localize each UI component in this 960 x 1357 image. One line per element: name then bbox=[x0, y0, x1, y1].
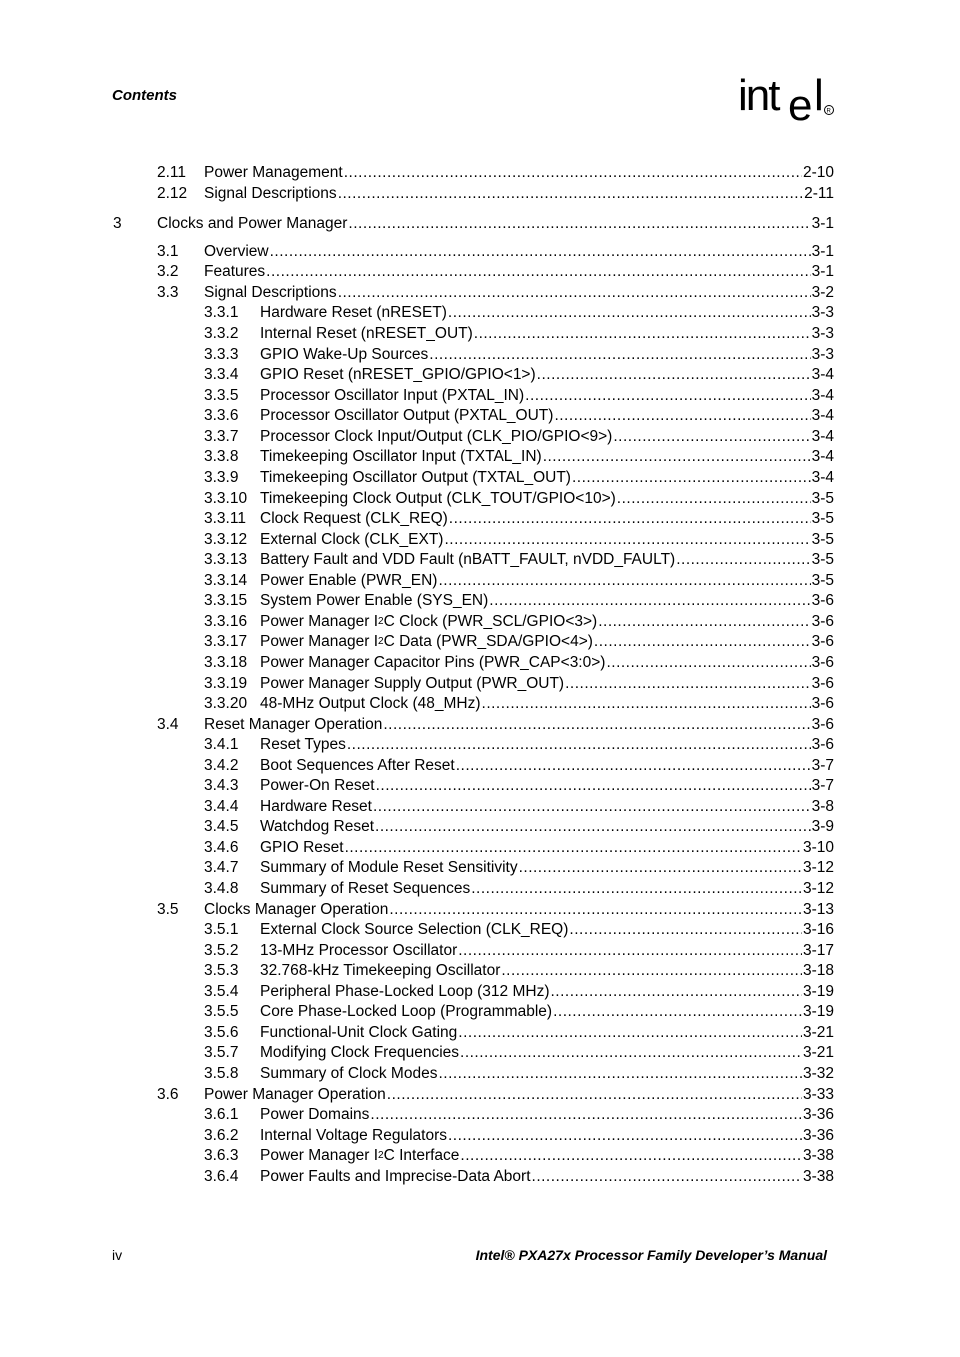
footer-document-title: Intel® PXA27x Processor Family Developer’s Manual bbox=[475, 1247, 827, 1263]
toc-entry-number: 3.3 bbox=[157, 284, 179, 301]
toc-entry[interactable] bbox=[204, 982, 834, 1002]
toc-entry-title-part: Power Manager I bbox=[260, 1147, 379, 1164]
toc-entry[interactable] bbox=[204, 550, 834, 570]
toc-entry-page: 3-18 bbox=[802, 962, 834, 979]
toc-dot-leader bbox=[344, 163, 802, 183]
toc-dot-leader bbox=[383, 715, 810, 735]
toc-dot-leader bbox=[438, 571, 810, 591]
toc-entry[interactable] bbox=[204, 530, 834, 550]
toc-entry[interactable] bbox=[204, 817, 834, 837]
toc-dot-leader bbox=[606, 653, 810, 673]
toc-entry-page: 3-2 bbox=[811, 284, 834, 301]
toc-entry[interactable] bbox=[157, 242, 834, 262]
toc-entry-number: 3.3.1 bbox=[204, 304, 239, 321]
toc-entry[interactable] bbox=[157, 262, 834, 282]
toc-entry-title: External Clock Source Selection (CLK_REQ) bbox=[260, 921, 569, 938]
toc-entry[interactable] bbox=[157, 283, 834, 303]
toc-entry-number: 3.4.6 bbox=[204, 839, 239, 856]
toc-entry-page: 3-6 bbox=[811, 654, 834, 671]
toc-entry[interactable] bbox=[204, 694, 834, 714]
toc-dot-leader bbox=[449, 509, 811, 529]
toc-entry-title: 32.768-kHz Timekeeping Oscillator bbox=[260, 962, 501, 979]
toc-entry-page: 3-36 bbox=[802, 1106, 834, 1123]
toc-entry-number: 3.4.2 bbox=[204, 757, 239, 774]
toc-entry-title: Processor Oscillator Input (PXTAL_IN) bbox=[260, 387, 525, 404]
toc-dot-leader bbox=[554, 406, 810, 426]
toc-entry[interactable] bbox=[204, 756, 834, 776]
toc-entry-number: 3.6.3 bbox=[204, 1147, 239, 1164]
toc-entry-number: 3.6.4 bbox=[204, 1168, 239, 1185]
toc-entry-page: 3-6 bbox=[811, 695, 834, 712]
toc-entry[interactable] bbox=[113, 214, 834, 234]
toc-entry[interactable] bbox=[204, 468, 834, 488]
toc-entry-title-part: C Clock (PWR_SCL/GPIO<3>) bbox=[383, 613, 598, 630]
toc-entry-number: 3.2 bbox=[157, 263, 179, 280]
toc-entry-page: 3-10 bbox=[802, 839, 834, 856]
toc-entry-page: 3-3 bbox=[811, 325, 834, 342]
toc-entry[interactable] bbox=[204, 345, 834, 365]
toc-entry-title bbox=[260, 1146, 459, 1166]
toc-dot-leader bbox=[345, 838, 802, 858]
toc-entry-title: Hardware Reset bbox=[260, 798, 372, 815]
toc-entry-page: 3-4 bbox=[811, 366, 834, 383]
toc-dot-leader bbox=[348, 214, 810, 234]
toc-dot-leader bbox=[676, 550, 810, 570]
toc-entry-page: 3-36 bbox=[802, 1127, 834, 1144]
toc-entry-page: 3-5 bbox=[811, 572, 834, 589]
toc-entry-title: Clock Request (CLK_REQ) bbox=[260, 510, 448, 527]
toc-entry[interactable] bbox=[204, 838, 834, 858]
toc-dot-leader bbox=[387, 1085, 802, 1105]
toc-entry-title: Power Manager Supply Output (PWR_OUT) bbox=[260, 675, 565, 692]
toc-entry-title: Overview bbox=[204, 243, 269, 260]
toc-entry-number: 3.6.1 bbox=[204, 1106, 239, 1123]
toc-dot-leader bbox=[456, 756, 811, 776]
toc-entry[interactable] bbox=[157, 184, 834, 204]
toc-entry-number: 3.3.3 bbox=[204, 346, 239, 363]
toc-entry-page: 3-3 bbox=[811, 346, 834, 363]
toc-dot-leader bbox=[613, 427, 810, 447]
toc-entry[interactable] bbox=[204, 1043, 834, 1063]
toc-entry[interactable] bbox=[204, 1064, 834, 1084]
toc-entry-page: 3-5 bbox=[811, 490, 834, 507]
toc-entry-page: 3-4 bbox=[811, 469, 834, 486]
toc-entry-number: 3.5.4 bbox=[204, 983, 239, 1000]
toc-entry[interactable] bbox=[204, 776, 834, 796]
toc-entry[interactable] bbox=[204, 509, 834, 529]
toc-dot-leader bbox=[617, 489, 811, 509]
toc-entry-page: 2-11 bbox=[804, 185, 834, 202]
toc-entry-title-part: C Data (PWR_SDA/GPIO<4>) bbox=[383, 633, 593, 650]
toc-entry-title: Power Faults and Imprecise-Data Abort bbox=[260, 1168, 531, 1185]
toc-dot-leader bbox=[429, 345, 810, 365]
toc-dot-leader bbox=[448, 1126, 802, 1146]
toc-entry[interactable] bbox=[204, 1146, 834, 1166]
toc-entry[interactable] bbox=[157, 900, 834, 920]
toc-dot-leader bbox=[460, 1043, 802, 1063]
toc-entry-title: Timekeeping Oscillator Output (TXTAL_OUT) bbox=[260, 469, 571, 486]
toc-entry-number: 3.4.1 bbox=[204, 736, 239, 753]
toc-entry-page: 3-4 bbox=[811, 387, 834, 404]
toc-entry-page: 3-12 bbox=[802, 859, 834, 876]
toc-entry-title: Clocks Manager Operation bbox=[204, 901, 389, 918]
toc-entry-title bbox=[260, 612, 597, 632]
toc-entry-number: 3.3.9 bbox=[204, 469, 239, 486]
toc-entry[interactable] bbox=[204, 427, 834, 447]
toc-entry-page: 3-8 bbox=[811, 798, 834, 815]
toc-entry-number: 3.4 bbox=[157, 716, 179, 733]
toc-entry-page: 3-6 bbox=[811, 592, 834, 609]
toc-dot-leader bbox=[532, 1167, 802, 1187]
toc-entry-number: 3.3.18 bbox=[204, 654, 248, 671]
toc-entry-title: Functional-Unit Clock Gating bbox=[260, 1024, 458, 1041]
toc-entry-page: 3-3 bbox=[811, 304, 834, 321]
toc-entry-number: 3.5.7 bbox=[204, 1044, 239, 1061]
toc-dot-leader bbox=[501, 961, 802, 981]
toc-entry[interactable] bbox=[204, 920, 834, 940]
toc-entry-number: 3.6.2 bbox=[204, 1127, 239, 1144]
toc-entry[interactable] bbox=[204, 591, 834, 611]
toc-entry-title: Power Domains bbox=[260, 1106, 370, 1123]
toc-entry-superscript: 2 bbox=[378, 1150, 384, 1161]
toc-entry-superscript: 2 bbox=[378, 636, 384, 647]
toc-entry[interactable] bbox=[204, 941, 834, 961]
toc-entry-number: 3.4.5 bbox=[204, 818, 239, 835]
toc-entry-page: 3-1 bbox=[811, 243, 834, 260]
toc-entry[interactable] bbox=[204, 386, 834, 406]
toc-entry-number: 3.3.2 bbox=[204, 325, 239, 342]
toc-entry-page: 3-6 bbox=[811, 716, 834, 733]
toc-entry-number: 3.4.4 bbox=[204, 798, 239, 815]
toc-entry-title: Power Manager Operation bbox=[204, 1086, 386, 1103]
toc-entry-page: 3-7 bbox=[811, 757, 834, 774]
toc-entry-title: Timekeeping Clock Output (CLK_TOUT/GPIO<10>) bbox=[260, 490, 616, 507]
svg-text:R: R bbox=[826, 108, 831, 115]
toc-entry[interactable] bbox=[204, 324, 834, 344]
toc-entry-page: 3-1 bbox=[811, 215, 834, 232]
toc-entry[interactable] bbox=[204, 571, 834, 591]
toc-entry-title: Timekeeping Oscillator Input (TXTAL_IN) bbox=[260, 448, 542, 465]
toc-entry[interactable] bbox=[204, 735, 834, 755]
toc-entry-title: Signal Descriptions bbox=[204, 185, 337, 202]
toc-dot-leader bbox=[543, 447, 811, 467]
toc-entry-title: Clocks and Power Manager bbox=[157, 215, 348, 232]
toc-entry-number: 3.5.3 bbox=[204, 962, 239, 979]
toc-dot-leader bbox=[525, 386, 810, 406]
toc-dot-leader bbox=[551, 982, 802, 1002]
toc-entry-title: GPIO Reset bbox=[260, 839, 344, 856]
toc-entry-number: 2.12 bbox=[157, 185, 188, 202]
toc-entry-number: 3.5.1 bbox=[204, 921, 239, 938]
toc-dot-leader bbox=[471, 879, 802, 899]
toc-entry-page: 3-5 bbox=[811, 531, 834, 548]
toc-dot-leader bbox=[266, 262, 810, 282]
toc-entry-title: Power Management bbox=[204, 164, 343, 181]
toc-entry-title: Battery Fault and VDD Fault (nBATT_FAULT, nVDD_FAULT) bbox=[260, 551, 676, 568]
toc-entry-number: 3.6 bbox=[157, 1086, 179, 1103]
toc-entry-page: 3-32 bbox=[802, 1065, 834, 1082]
toc-entry-title: Processor Clock Input/Output (CLK_PIO/GPIO<9>) bbox=[260, 428, 613, 445]
toc-entry-page: 3-6 bbox=[811, 675, 834, 692]
toc-dot-leader bbox=[375, 817, 811, 837]
toc-entry-title: 13-MHz Processor Oscillator bbox=[260, 942, 458, 959]
toc-dot-leader bbox=[474, 324, 811, 344]
toc-entry-number: 3.3.8 bbox=[204, 448, 239, 465]
toc-entry-page: 3-6 bbox=[811, 633, 834, 650]
toc-entry[interactable] bbox=[204, 406, 834, 426]
svg-text:e: e bbox=[788, 81, 813, 130]
toc-entry[interactable] bbox=[157, 1085, 834, 1105]
toc-entry-title: Modifying Clock Frequencies bbox=[260, 1044, 460, 1061]
toc-entry-title bbox=[260, 632, 593, 652]
toc-dot-leader bbox=[482, 694, 811, 714]
toc-entry-number: 3.3.19 bbox=[204, 675, 248, 692]
toc-entry[interactable] bbox=[204, 1002, 834, 1022]
toc-entry-page: 3-19 bbox=[802, 1003, 834, 1020]
toc-entry[interactable] bbox=[204, 1126, 834, 1146]
toc-entry-page: 3-17 bbox=[802, 942, 834, 959]
toc-entry-page: 3-7 bbox=[811, 777, 834, 794]
svg-text:int: int bbox=[738, 71, 779, 120]
toc-dot-leader bbox=[458, 1023, 802, 1043]
toc-entry[interactable] bbox=[157, 163, 834, 183]
toc-dot-leader bbox=[438, 1064, 802, 1084]
toc-entry-page: 3-9 bbox=[811, 818, 834, 835]
toc-entry[interactable] bbox=[204, 674, 834, 694]
toc-entry[interactable] bbox=[157, 715, 834, 735]
toc-entry[interactable] bbox=[204, 1105, 834, 1125]
toc-dot-leader bbox=[569, 920, 802, 940]
toc-entry[interactable] bbox=[204, 1167, 834, 1187]
toc-entry-number: 3.3.10 bbox=[204, 490, 248, 507]
toc-entry-title-part: Power Manager I bbox=[260, 633, 379, 650]
toc-entry-page: 3-5 bbox=[811, 551, 834, 568]
toc-entry-page: 3-12 bbox=[802, 880, 834, 897]
toc-entry-page: 3-13 bbox=[802, 901, 834, 918]
footer-page-number: iv bbox=[112, 1247, 123, 1263]
toc-dot-leader bbox=[458, 941, 802, 961]
toc-entry-number: 3.3.16 bbox=[204, 613, 248, 630]
toc-dot-leader bbox=[370, 1105, 802, 1125]
toc-entry-number: 3.3.7 bbox=[204, 428, 239, 445]
toc-entry-title: GPIO Wake-Up Sources bbox=[260, 346, 429, 363]
toc-dot-leader bbox=[460, 1146, 802, 1166]
toc-dot-leader bbox=[270, 242, 811, 262]
toc-entry-page: 3-16 bbox=[802, 921, 834, 938]
toc-entry[interactable] bbox=[204, 632, 834, 652]
toc-dot-leader bbox=[598, 612, 810, 632]
header-label: Contents bbox=[112, 87, 177, 104]
toc-dot-leader bbox=[448, 303, 811, 323]
toc-entry-number: 3.3.15 bbox=[204, 592, 248, 609]
toc-entry-title: Internal Voltage Regulators bbox=[260, 1127, 447, 1144]
toc-entry[interactable] bbox=[204, 879, 834, 899]
toc-entry-title: Summary of Clock Modes bbox=[260, 1065, 438, 1082]
toc-entry-title: Boot Sequences After Reset bbox=[260, 757, 455, 774]
toc-entry-number: 3.3.13 bbox=[204, 551, 248, 568]
toc-entry[interactable] bbox=[204, 303, 834, 323]
toc-entry-title: Features bbox=[204, 263, 266, 280]
toc-entry-title: Hardware Reset (nRESET) bbox=[260, 304, 447, 321]
toc-dot-leader bbox=[338, 184, 803, 204]
toc-entry[interactable] bbox=[204, 961, 834, 981]
toc-entry-number: 3.5.8 bbox=[204, 1065, 239, 1082]
toc-entry-number: 3.3.11 bbox=[204, 510, 246, 527]
toc-entry-number: 3.5.2 bbox=[204, 942, 239, 959]
toc-entry-title: System Power Enable (SYS_EN) bbox=[260, 592, 489, 609]
toc-dot-leader bbox=[444, 530, 810, 550]
toc-entry-number: 3.4.7 bbox=[204, 859, 239, 876]
toc-dot-leader bbox=[565, 674, 811, 694]
toc-entry-title: Power Manager Capacitor Pins (PWR_CAP<3:0>) bbox=[260, 654, 606, 671]
toc-entry-page: 3-4 bbox=[811, 407, 834, 424]
toc-entry-number: 3.3.14 bbox=[204, 572, 248, 589]
toc-entry-page: 3-6 bbox=[811, 613, 834, 630]
toc-entry-number: 3.3.4 bbox=[204, 366, 239, 383]
toc-entry-page: 3-6 bbox=[811, 736, 834, 753]
toc-entry-title: 48-MHz Output Clock (48_MHz) bbox=[260, 695, 481, 712]
toc-entry-page: 3-19 bbox=[802, 983, 834, 1000]
toc-entry-page: 3-4 bbox=[811, 428, 834, 445]
toc-entry-title: Summary of Reset Sequences bbox=[260, 880, 471, 897]
toc-entry-number: 3.1 bbox=[157, 243, 179, 260]
toc-dot-leader bbox=[376, 776, 811, 796]
toc-entry-page: 3-4 bbox=[811, 448, 834, 465]
toc-dot-leader bbox=[373, 797, 811, 817]
svg-text:l: l bbox=[814, 71, 824, 120]
toc-dot-leader bbox=[537, 365, 811, 385]
toc-entry-number: 3.5 bbox=[157, 901, 179, 918]
toc-entry[interactable] bbox=[204, 447, 834, 467]
toc-entry-number: 3.4.3 bbox=[204, 777, 239, 794]
toc-entry-title-part: C Interface bbox=[383, 1147, 460, 1164]
toc-entry-title: External Clock (CLK_EXT) bbox=[260, 531, 444, 548]
toc-entry-page: 3-33 bbox=[802, 1086, 834, 1103]
toc-entry-page: 3-1 bbox=[811, 263, 834, 280]
toc-entry-number: 3 bbox=[113, 215, 122, 232]
toc-entry-page: 3-5 bbox=[811, 510, 834, 527]
intel-logo bbox=[738, 62, 838, 132]
toc-entry-title: Internal Reset (nRESET_OUT) bbox=[260, 325, 473, 342]
toc-entry-page: 3-21 bbox=[802, 1044, 834, 1061]
toc-entry-title: Power Enable (PWR_EN) bbox=[260, 572, 438, 589]
toc-entry-title: Reset Types bbox=[260, 736, 346, 753]
toc-entry-page: 2-10 bbox=[802, 164, 834, 181]
toc-entry-title: Signal Descriptions bbox=[204, 284, 337, 301]
toc-entry-number: 3.5.5 bbox=[204, 1003, 239, 1020]
toc-entry-title: Reset Manager Operation bbox=[204, 716, 383, 733]
toc-dot-leader bbox=[347, 735, 811, 755]
toc-dot-leader bbox=[489, 591, 810, 611]
toc-entry-page: 3-38 bbox=[802, 1168, 834, 1185]
toc-dot-leader bbox=[389, 900, 802, 920]
toc-entry[interactable] bbox=[204, 365, 834, 385]
toc-entry-number: 3.4.8 bbox=[204, 880, 239, 897]
toc-entry-title: Summary of Module Reset Sensitivity bbox=[260, 859, 518, 876]
toc-entry-title: GPIO Reset (nRESET_GPIO/GPIO<1>) bbox=[260, 366, 536, 383]
toc-entry-title: Core Phase-Locked Loop (Programmable) bbox=[260, 1003, 553, 1020]
toc-entry-number: 3.5.6 bbox=[204, 1024, 239, 1041]
toc-dot-leader bbox=[519, 858, 802, 878]
toc-dot-leader bbox=[553, 1002, 802, 1022]
toc-entry-title: Processor Oscillator Output (PXTAL_OUT) bbox=[260, 407, 554, 424]
toc-entry[interactable] bbox=[204, 653, 834, 673]
toc-entry-number: 2.11 bbox=[157, 164, 187, 181]
toc-entry-number: 3.3.20 bbox=[204, 695, 248, 712]
toc-entry-page: 3-38 bbox=[802, 1147, 834, 1164]
toc-entry-title: Power-On Reset bbox=[260, 777, 375, 794]
toc-entry-title: Watchdog Reset bbox=[260, 818, 375, 835]
toc-entry[interactable] bbox=[204, 858, 834, 878]
toc-entry[interactable] bbox=[204, 797, 834, 817]
toc-entry[interactable] bbox=[204, 612, 834, 632]
toc-dot-leader bbox=[338, 283, 811, 303]
toc-dot-leader bbox=[594, 632, 811, 652]
toc-entry-title-part: Power Manager I bbox=[260, 613, 379, 630]
toc-entry-title: Peripheral Phase-Locked Loop (312 MHz) bbox=[260, 983, 550, 1000]
toc-entry-number: 3.3.5 bbox=[204, 387, 239, 404]
toc-entry-number: 3.3.6 bbox=[204, 407, 239, 424]
toc-entry[interactable] bbox=[204, 1023, 834, 1043]
toc-entry-page: 3-21 bbox=[802, 1024, 834, 1041]
toc-entry[interactable] bbox=[204, 489, 834, 509]
toc-entry-superscript: 2 bbox=[378, 616, 384, 627]
toc-dot-leader bbox=[572, 468, 811, 488]
toc-entry-number: 3.3.12 bbox=[204, 531, 248, 548]
toc-entry-number: 3.3.17 bbox=[204, 633, 248, 650]
